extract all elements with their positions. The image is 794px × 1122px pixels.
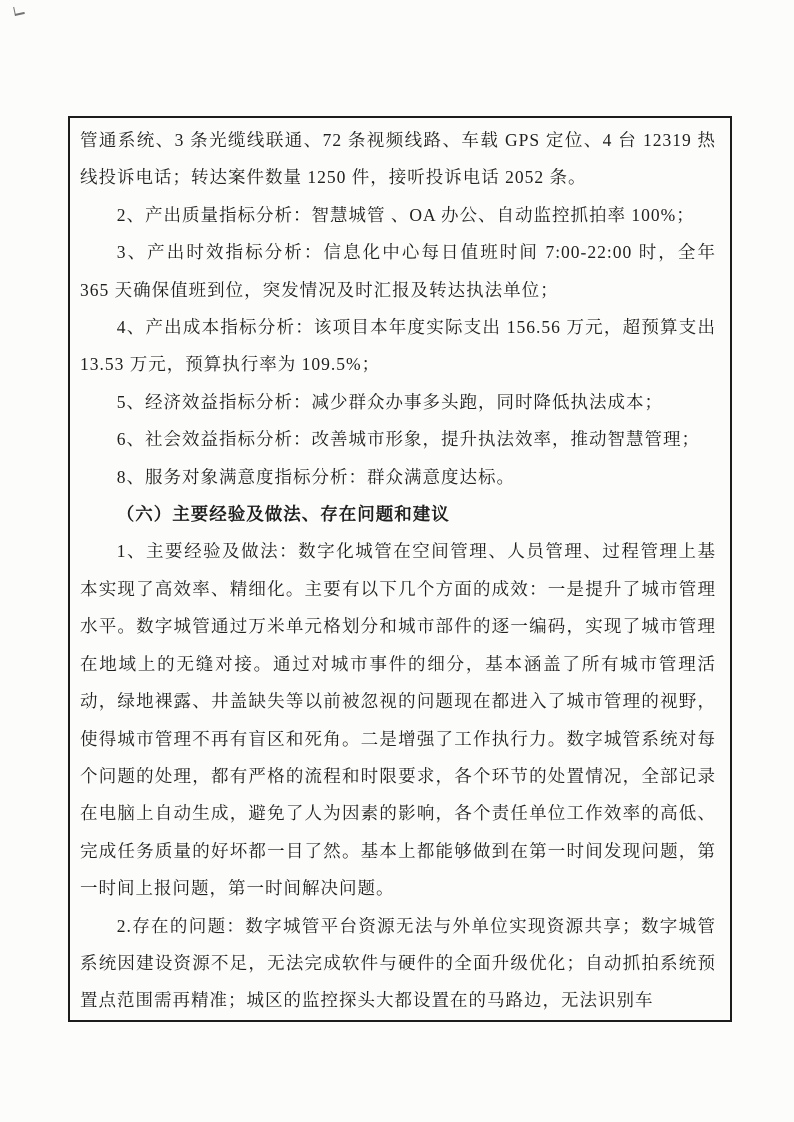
paragraph-output-timeliness-indicator: 3、产出时效指标分析：信息化中心每日值班时间 7:00-22:00 时，全年 365 天确保值班到位，突发情况及时汇报及转达执法单位； bbox=[80, 242, 716, 300]
paragraph-social-benefit-indicator: 6、社会效益指标分析：改善城市形象，提升执法效率，推动智慧管理； bbox=[116, 429, 700, 450]
document-table-cell bbox=[68, 116, 732, 1022]
paragraph-output-cost-indicator: 4、产出成本指标分析：该项目本年度实际支出 156.56 万元，超预算支出 13.53 万元，预算执行率为 109.5%； bbox=[80, 317, 716, 375]
paragraph-economic-benefit-indicator: 5、经济效益指标分析：减少群众办事多头跑，同时降低执法成本； bbox=[116, 391, 663, 412]
paragraph-existing-problems: 2.存在的问题：数字城管平台资源无法与外单位实现资源共享；数字城管系统因建设资源不足，无法完成软件与硬件的全面升级优化；自动抓拍系统预置点范围需再精准；城区的监控探头大都设置在的马路边，无法识别车 bbox=[80, 915, 716, 1011]
paragraph-main-experience: 1、主要经验及做法：数字化城管在空间管理、人员管理、过程管理上基本实现了高效率、精细化。主要有以下几个方面的成效：一是提升了城市管理水平。数字城管通过万米单元格划分和城市部件的逐一编码，实现了城市管理在地域上的无缝对接。通过对城市事件的细分，基本涵盖了所有城市管理活动，绿地裸露、井盖缺失等以前被忽视的问题现在都进入了城市管理的视野，使得城市管理不再有盲区和死角。二是增强了工作执行力。数字城管系统对每个问题的处理，都有严格的流程和时限要求，各个环节的处置情况，全部记录在电脑上自动生成，避免了人为因素的影响，各个责任单位工作效率的高低、完成任务质量的好坏都一目了然。基本上都能够做到在第一时间发现问题，第一时间上报问题，第一时间解决问题。 bbox=[80, 541, 716, 899]
scan-artifact bbox=[13, 5, 25, 16]
paragraph-continuation-network-stats: 管通系统、3 条光缆线联通、72 条视频线路、车载 GPS 定位、4 台 12319 热线投诉电话；转达案件数量 1250 件，接听投诉电话 2052 条。 bbox=[80, 130, 716, 188]
paragraph-satisfaction-indicator: 8、服务对象满意度指标分析：群众满意度达标。 bbox=[116, 466, 515, 487]
section-heading-experience-problems: （六）主要经验及做法、存在问题和建议 bbox=[116, 504, 450, 525]
paragraph-output-quality-indicator: 2、产出质量指标分析：智慧城管 、OA 办公、自动监控抓拍率 100%； bbox=[116, 204, 695, 225]
